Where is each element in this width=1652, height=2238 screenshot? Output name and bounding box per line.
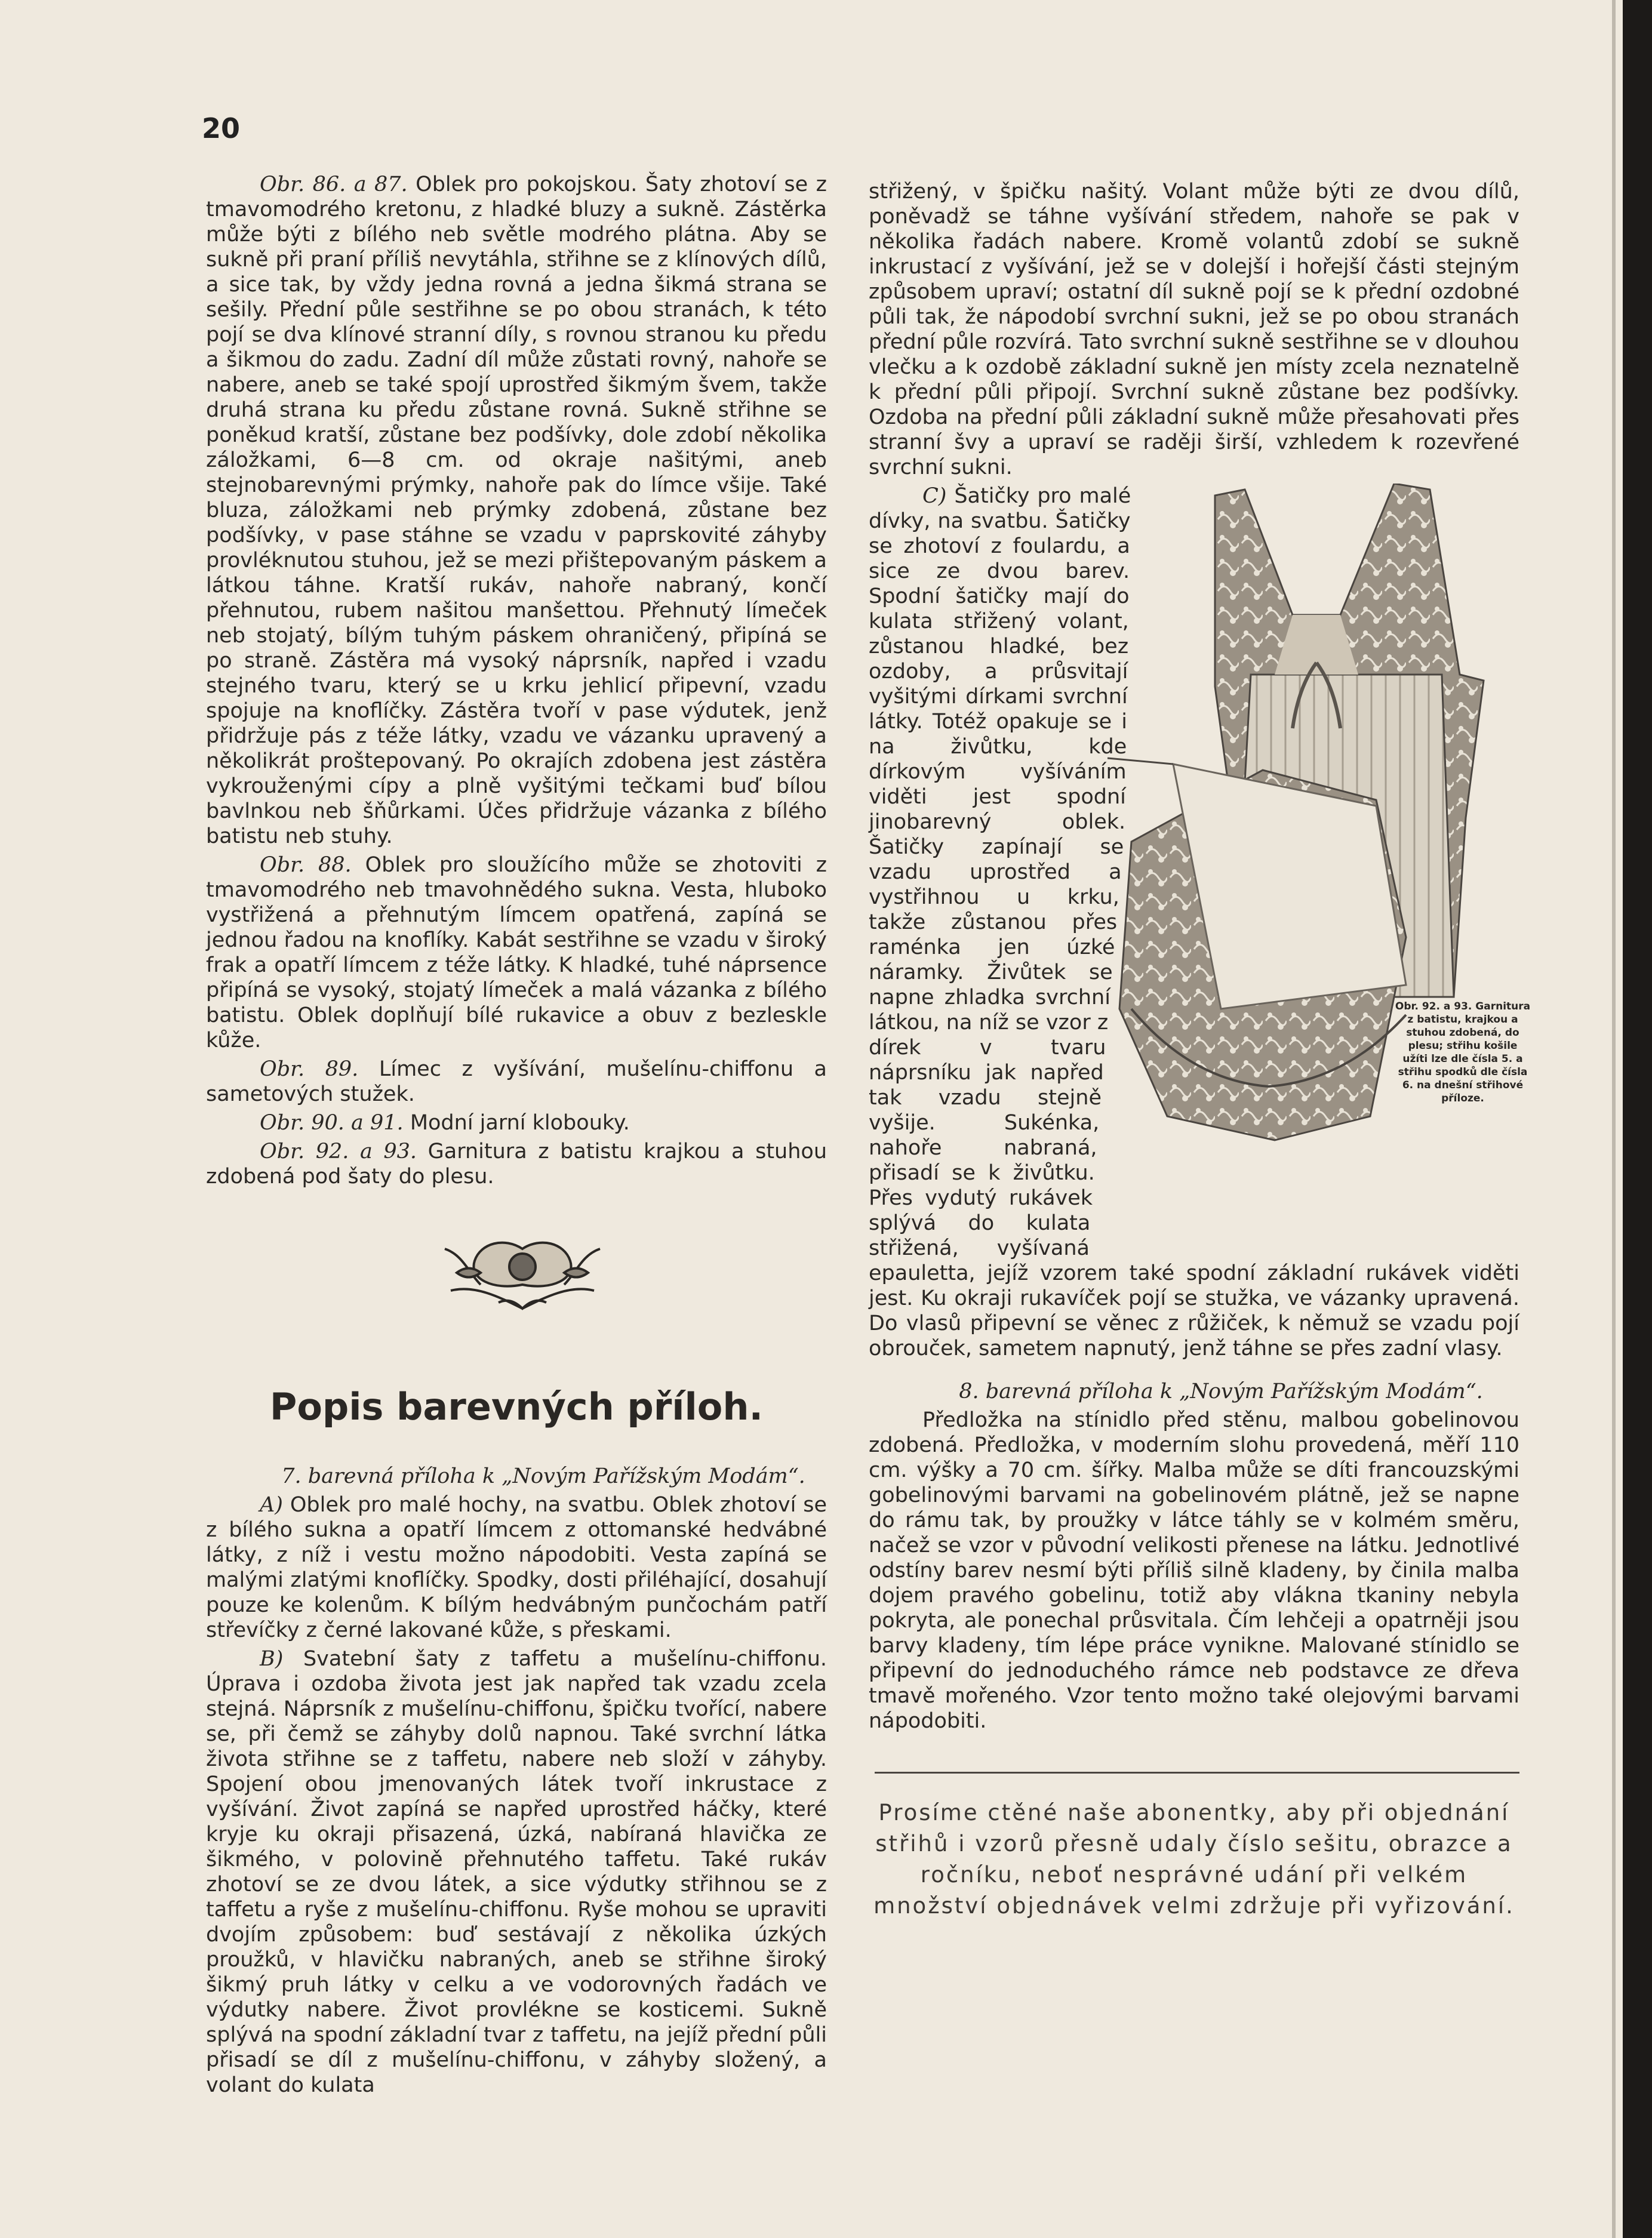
paragraph-obr-92-93: Obr. 92. a 93. Garnitura z batistu krajkou a stuhou zdobená pod šaty do plesu.: [206, 1140, 827, 1189]
scan-edge: [1623, 0, 1652, 2238]
paragraph-8: Předložka na stínidlo před stěnu, malbou gobelinovou zdobená. Předložka, v moderním slohu provedená, měří 110 cm. výšky a 70 cm. šířky. Malba může se díti francouzskými gobelinovými barvami na gobelinovém plátně, jež se napne do rámu tak, by proužky v látce táhly se v kolmém směru, načež se vzor v původní velikosti přenese na látku. Jednotlivé odstíny barev nesmí býti příliš silně kladeny, by činila malba dojem pravého gobelinu, totiž aby vlákna tkaniny nebyla pokryta, ale ponechal průsvitala. Čím lehčeji a opatrněji jsou barvy kladeny, tím lépe práce vynikne. Malované stínidlo se připevní do jednoduchého rámce neb podstavce ze dřeva tmavě mořeného. Vzor tento možno také olejovými barvami nápodobiti.: [869, 1408, 1519, 1733]
paragraph-C: C) Šatičky pro malé dívky, na svatbu. Šatičky se zhotoví z foulardu, a sice ze dvou barev. Spodní šatičky mají do kulata střižený volant, zůstanou hladké, bez ozdoby, a průsvitají vyšitými dírkami svrchní látky. Totéž opakuje se i na živůtku, kde dírkovým vyšíváním viděti jest spodní jinobarevný oblek. Šatičky zapínají se vzadu uprostřed a vystřihnou u krku, takže zůstanou přes raménka jen úzké náramky. Živůtek se napne zhladka svrchní látkou, na níž se vzor z dírek v tvaru náprsníku jak napřed tak vzadu stejně vyšije. Sukénka, nahoře nabraná, přisadí se k živůtku. Přes vydutý rukávek splývá do kulata střižená, vyšívaná epauletta, jejíž vzorem také spodní základní rukávek viděti jest. Ku okraji rukavíček pojí se stužka, ve vázanky upravená. Do vlasů připevní se věnec z růžiček, k němuž se vzadu pojí obrouček, sametem napnutý, jenž táhne se přes zadní vlasy.: [869, 484, 1519, 1360]
supplement-heading-7: 7. barevná příloha k „Novým Pařížským Modám“.: [281, 1464, 805, 1488]
paragraph-B: B) Svatební šaty z taffetu a mušelínu-chiffonu. Úprava i ozdoba života jest jak napřed tak vzadu zcela stejná. Náprsník z mušelínu-chiffonu, špičku tvořící, nabere se, při čemž se záhyby dolů napnou. Také svrchní látka života střihne se z taffetu, nabere neb složí v záhyby. Spojení obou jmenovaných látek tvoří inkrustace z vyšívání. Život zapíná se napřed uprostřed háčky, které kryje ku okraji přisazená, úzká, nabíraná hlavička ze šikmého, v polovině přehnutého taffetu. Také rukáv zhotoví se ze dvou látek, a sice výdutky střihnou se z taffetu a ryše z mušelínu-chiffonu. Ryše mohou se upraviti dvojím způsobem: buď sestávají z několika úzkých proužků, v hlavičku nabraných, aneb se střihne široký šikmý pruh látky v celku a ve vodorovných řadách ve výdutky nabere. Život provlékne se kosticemi. Sukně splývá na spodní základní tvar z taffetu, na jejíž přední půli přisadí se díl z mušelínu-chiffonu, v záhyby složený, a volant do kulata: [206, 1647, 827, 2097]
figure-label: Obr. 92. a 93.: [260, 1140, 417, 1163]
lingerie-illustration-icon: [1096, 484, 1531, 1245]
figure-label: Obr. 90. a 91.: [260, 1111, 404, 1135]
section-letter: A): [260, 1493, 283, 1517]
left-column: [206, 172, 827, 2101]
paragraph-continued: střižený, v špičku našitý. Volant může býti ze dvou dílů, poněvadž se táhne vyšívání středem, nahoře se pak v několika řadách nabere. Kromě volantů zdobí se sukně inkrustací z vyšívání, jež se v dolejší i hořejší části stejným způsobem upraví; ostatní díl sukně pojí se k přední ozdobné půli tak, že nápodobí svrchní sukni, jež se po obou stranách přední půle rozvírá. Tato svrchní sukně sestřihne se v dlouhou vlečku a k ozdobě základní sukně jen místy zcela neznatelně k přední půli připojí. Svrchní sukně zůstane bez podšívky. Ozdoba na přední půli základní sukně může přesahovati přes stranní švy a upraví se raději širší, vzhledem k rozevřené svrchní sukni.: [869, 180, 1519, 479]
page-number: 20: [202, 112, 241, 144]
paragraph-obr-86-87: Obr. 86. a 87. Oblek pro pokojskou. Šaty zhotoví se z tmavomodrého kretonu, z hladké bluzy a sukně. Zástěrka může býti z bílého neb světle modrého plátna. Aby se sukně při praní příliš nevytáhla, střihne se z klínových dílů, a sice tak, by vždy jedna rovná a jedna šikmá strana se sešily. Přední půle sestřihne se po obou stranách, k této pojí se dva klínové stranní díly, s rovnou stranou ku předu a šikmou do zadu. Zadní díl může zůstati rovný, nahoře se nabere, aneb se také spojí uprostřed šikmým švem, takže druhá strana ku předu zůstane rovná. Sukně střihne se poněkud kratší, zůstane bez podšívky, dole zdobí několika záložkami, 6—8 cm. od okraje našitými, aneb stejnobarevnými prýmky, nahoře pak do límce všije. Také bluza, záložkami neb prýmky zdobená, zůstane bez podšívky, v pase stáhne se vzadu v paprskovité záhyby provléknutou stuhou, jež se mezi přištepovaným páskem a látkou táhne. Kratší rukáv, nahoře nabraný, končí přehnutou, rubem našitou manšettou. Přehnutý límeček neb stojatý, bílým tuhým páskem ohraničený, připíná se po straně. Zástěra má vysoký náprsník, napřed i vzadu stejného tvaru, který se u krku jehlicí připevní, vzadu spojuje na knoflíčky. Zástěra tvoří v pase výdutek, jenž přidržuje pás z téže látky, vzadu ve vázanku upravený a několikrát proštepovaný. Po okrajích zdobena jest zástěra vykrouženými cípy a plně vyšitými tečkami buď bílou bavlnkou neb šňůrkami. Účes přidržuje vázanka z bílého batistu neb stuhy.: [206, 173, 827, 848]
divider-rule: [875, 1772, 1519, 1774]
supplement-heading-8: 8. barevná příloha k „Novým Pařížským Modám“.: [959, 1380, 1483, 1403]
right-column: [869, 179, 1531, 1922]
wrap-with-illustration: [869, 484, 1531, 1361]
figure-label: Obr. 89.: [260, 1057, 359, 1081]
figure-label: Obr. 86. a 87.: [260, 173, 408, 196]
paragraph-obr-89: Obr. 89. Límec z vyšívání, mušelínu-chiffonu a sametových stužek.: [206, 1057, 827, 1106]
figure-label: Obr. 88.: [260, 853, 352, 877]
section-letter: C): [922, 484, 947, 508]
paragraph-obr-88: Obr. 88. Oblek pro sloužícího může se zhotoviti z tmavomodrého neb tmavohnědého sukna. Vesta, hluboko vystřižená a přehnutým límcem opatřená, zapíná se jednou řadou na knoflíky. Kabát sestřihne se vzadu v široký frak a opatří límcem z téže látky. K hladké, tuhé náprsence připíná se vysoký, stojatý límeček a malá vázanka z bílého batistu. Oblek doplňují bílé rukavice a obuv z bezleskle kůže.: [206, 853, 827, 1052]
illustration-caption: Obr. 92. a 93. Garnitura z batistu, krajkou a stuhou zdobená, do plesu; střihu košile užíti lze dle čísla 5. a střihu spodků dle čísla 6. na dnešní střihové příloze.: [1395, 1001, 1531, 1104]
paragraph-obr-90-91: Obr. 90. a 91. Modní jarní klobouky.: [260, 1111, 630, 1135]
section-title: Popis barevných příloh.: [269, 1385, 764, 1429]
garment-illustration: [1096, 484, 1531, 1245]
subscriber-notice: Prosíme ctěné naše abonentky, aby při objednání střihů i vzorů přesně udaly číslo sešitu, obrazce a ročníku, neboť nesprávné udání při velkém množství objednávek velmi zdržuje při vyřizování.: [873, 1800, 1515, 1919]
binding-line: [1612, 0, 1616, 2238]
paragraph-A: A) Oblek pro malé hochy, na svatbu. Oblek zhotoví se z bílého sukna a opatří límcem z ottomanské hedvábné látky, z níž i vestu možno nápodobiti. Vesta zapíná se malými zlatými knoflíčky. Spodky, dosti přiléhající, dosahují pouze ke kolenům. K bílým hedvábným punčochám patří střevíčky z černé lakované kůže, s přeskami.: [206, 1493, 827, 1642]
floral-ornament-icon: [433, 1231, 612, 1320]
section-letter: B): [260, 1647, 284, 1671]
